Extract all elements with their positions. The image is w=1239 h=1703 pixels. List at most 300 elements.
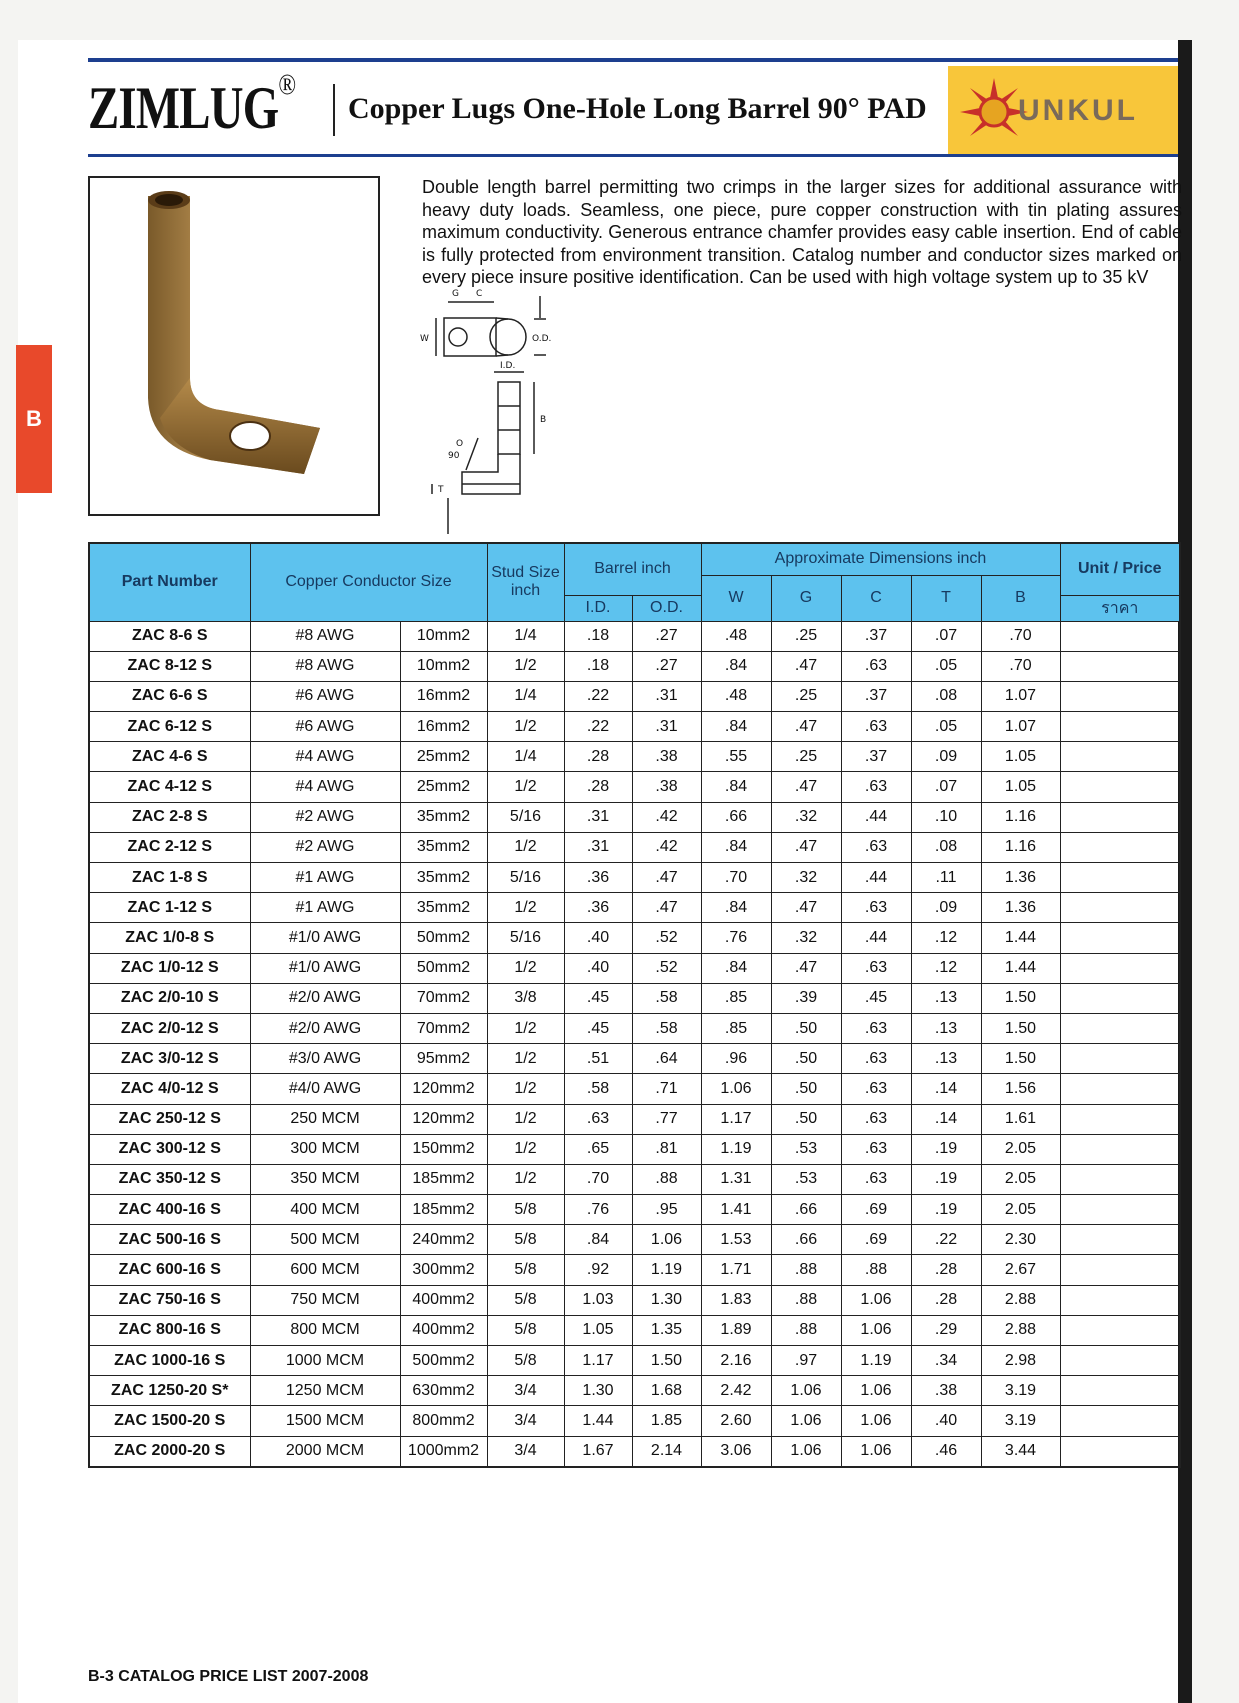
table-cell: .52 (632, 953, 701, 983)
table-cell: .50 (771, 1104, 841, 1134)
table-cell: 120mm2 (400, 1074, 487, 1104)
table-cell: 95mm2 (400, 1044, 487, 1074)
table-cell: .88 (771, 1285, 841, 1315)
table-cell: #3/0 AWG (250, 1044, 400, 1074)
table-cell: .96 (701, 1044, 771, 1074)
table-cell: .44 (841, 802, 911, 832)
table-cell: .45 (564, 983, 632, 1013)
table-cell: 1000 MCM (250, 1346, 400, 1376)
table-cell: 1.44 (564, 1406, 632, 1436)
table-cell (1060, 621, 1180, 651)
table-cell (1060, 1436, 1180, 1467)
table-cell: 50mm2 (400, 923, 487, 953)
table-cell: 3/4 (487, 1436, 564, 1467)
table-cell: .31 (632, 681, 701, 711)
table-cell: .07 (911, 772, 981, 802)
part-number-cell: ZAC 1/0-8 S (89, 923, 250, 953)
table-cell (1060, 1074, 1180, 1104)
table-row (89, 1164, 1180, 1194)
table-cell: .65 (564, 1134, 632, 1164)
table-cell: .45 (564, 1013, 632, 1043)
table-row (89, 1285, 1180, 1315)
table-cell: 1.30 (632, 1285, 701, 1315)
header-conductor: Copper Conductor Size (250, 543, 487, 621)
table-cell: 25mm2 (400, 742, 487, 772)
table-cell: .69 (841, 1225, 911, 1255)
part-number-cell: ZAC 1-8 S (89, 863, 250, 893)
table-cell (1060, 802, 1180, 832)
table-cell: .92 (564, 1255, 632, 1285)
table-cell: 1.89 (701, 1315, 771, 1345)
table-cell: 1.06 (841, 1376, 911, 1406)
header-dimensions: Approximate Dimensions inch (701, 543, 1060, 575)
table-cell: .63 (841, 1074, 911, 1104)
table-cell: .63 (841, 1134, 911, 1164)
table-cell: .84 (701, 772, 771, 802)
table-cell: 1.50 (981, 1044, 1060, 1074)
table-cell (1060, 742, 1180, 772)
table-cell: .66 (771, 1195, 841, 1225)
part-number-cell: ZAC 2-8 S (89, 802, 250, 832)
part-number-cell: ZAC 8-12 S (89, 651, 250, 681)
table-row (89, 1376, 1180, 1406)
header-barrel: Barrel inch (564, 543, 701, 595)
table-cell: .51 (564, 1044, 632, 1074)
header-id: I.D. (564, 595, 632, 621)
table-cell: 5/16 (487, 923, 564, 953)
table-cell: .11 (911, 863, 981, 893)
table-cell: .69 (841, 1195, 911, 1225)
label-od: O.D. (532, 334, 552, 344)
table-cell: 1.35 (632, 1315, 701, 1345)
part-number-cell: ZAC 300-12 S (89, 1134, 250, 1164)
table-cell: 1.68 (632, 1376, 701, 1406)
table-cell: 1/4 (487, 681, 564, 711)
table-cell: .40 (564, 953, 632, 983)
header-g: G (771, 575, 841, 621)
table-cell: .50 (771, 1074, 841, 1104)
table-cell: 300 MCM (250, 1134, 400, 1164)
section-tab: B (16, 345, 52, 493)
page-footer: B-3 CATALOG PRICE LIST 2007-2008 (88, 1668, 369, 1685)
table-cell: .70 (981, 651, 1060, 681)
table-cell: .97 (771, 1346, 841, 1376)
table-cell: #1 AWG (250, 863, 400, 893)
header-price-thai: ราคา (1060, 595, 1180, 621)
table-cell: 1.03 (564, 1285, 632, 1315)
table-cell: .08 (911, 681, 981, 711)
table-cell: .84 (564, 1225, 632, 1255)
table-cell: 1.06 (841, 1406, 911, 1436)
part-number-cell: ZAC 350-12 S (89, 1164, 250, 1194)
table-cell: 1.06 (771, 1436, 841, 1467)
table-cell: .27 (632, 621, 701, 651)
table-cell: 630mm2 (400, 1376, 487, 1406)
table-cell: 1.50 (981, 1013, 1060, 1043)
table-cell (1060, 1195, 1180, 1225)
part-number-cell: ZAC 2/0-12 S (89, 1013, 250, 1043)
part-number-cell: ZAC 1000-16 S (89, 1346, 250, 1376)
part-number-cell: ZAC 250-12 S (89, 1104, 250, 1134)
part-number-cell: ZAC 1500-20 S (89, 1406, 250, 1436)
table-cell: .19 (911, 1134, 981, 1164)
table-row (89, 621, 1180, 651)
table-row (89, 1013, 1180, 1043)
table-cell: .85 (701, 1013, 771, 1043)
table-cell: 2.05 (981, 1164, 1060, 1194)
table-cell: .58 (632, 1013, 701, 1043)
table-cell: 10mm2 (400, 621, 487, 651)
table-cell: 1.50 (632, 1346, 701, 1376)
table-cell: .66 (771, 1225, 841, 1255)
label-id: I.D. (500, 361, 516, 371)
table-cell: .63 (841, 1013, 911, 1043)
table-cell: 240mm2 (400, 1225, 487, 1255)
table-cell (1060, 712, 1180, 742)
part-number-cell: ZAC 2/0-10 S (89, 983, 250, 1013)
table-cell: .42 (632, 802, 701, 832)
brand-logo: ZIMLUG® (88, 68, 296, 141)
table-cell: .05 (911, 651, 981, 681)
table-cell: .22 (564, 681, 632, 711)
table-cell: 35mm2 (400, 863, 487, 893)
table-cell: .34 (911, 1346, 981, 1376)
table-cell: 500mm2 (400, 1346, 487, 1376)
table-row (89, 893, 1180, 923)
table-cell: .13 (911, 983, 981, 1013)
table-cell: 2.30 (981, 1225, 1060, 1255)
table-cell: 2.88 (981, 1285, 1060, 1315)
table-cell (1060, 1134, 1180, 1164)
table-cell: #1/0 AWG (250, 923, 400, 953)
table-cell: 150mm2 (400, 1134, 487, 1164)
table-cell: 3/4 (487, 1376, 564, 1406)
table-cell: .18 (564, 651, 632, 681)
table-cell: .47 (632, 863, 701, 893)
table-cell: .42 (632, 832, 701, 862)
table-cell: .18 (564, 621, 632, 651)
table-cell: 1/2 (487, 651, 564, 681)
table-cell: .88 (632, 1164, 701, 1194)
table-cell: .12 (911, 923, 981, 953)
table-cell: 2.14 (632, 1436, 701, 1467)
table-cell: 600 MCM (250, 1255, 400, 1285)
page-title: Copper Lugs One-Hole Long Barrel 90° PAD (348, 92, 927, 125)
table-cell: 1/4 (487, 621, 564, 651)
table-cell: #6 AWG (250, 712, 400, 742)
part-number-cell: ZAC 6-6 S (89, 681, 250, 711)
table-cell: 1/2 (487, 1044, 564, 1074)
table-cell (1060, 923, 1180, 953)
table-cell: 16mm2 (400, 681, 487, 711)
part-number-cell: ZAC 2000-20 S (89, 1436, 250, 1467)
table-cell: .70 (701, 863, 771, 893)
table-cell: .46 (911, 1436, 981, 1467)
table-cell (1060, 1376, 1180, 1406)
table-cell: .63 (841, 712, 911, 742)
table-cell: .47 (771, 832, 841, 862)
table-cell: 350 MCM (250, 1164, 400, 1194)
part-number-cell: ZAC 500-16 S (89, 1225, 250, 1255)
table-cell: #2/0 AWG (250, 1013, 400, 1043)
table-cell: .53 (771, 1164, 841, 1194)
table-cell: 2.60 (701, 1406, 771, 1436)
dimension-diagram (412, 288, 592, 534)
table-cell: .71 (632, 1074, 701, 1104)
header-divider (333, 84, 335, 136)
table-cell: 3.19 (981, 1406, 1060, 1436)
table-cell: 1.36 (981, 863, 1060, 893)
part-number-cell: ZAC 1-12 S (89, 893, 250, 923)
spec-table-body (89, 621, 1180, 1467)
table-cell: 5/8 (487, 1285, 564, 1315)
table-cell: .76 (564, 1195, 632, 1225)
table-cell: 3/4 (487, 1406, 564, 1436)
table-cell: .84 (701, 953, 771, 983)
table-cell: 2.05 (981, 1195, 1060, 1225)
label-w: W (420, 334, 429, 344)
table-cell: 5/16 (487, 863, 564, 893)
table-cell: 1/2 (487, 953, 564, 983)
product-photo (88, 176, 380, 516)
part-number-cell: ZAC 4-6 S (89, 742, 250, 772)
table-cell: 1.67 (564, 1436, 632, 1467)
table-cell: 35mm2 (400, 832, 487, 862)
table-cell: 2000 MCM (250, 1436, 400, 1467)
table-cell: 3.06 (701, 1436, 771, 1467)
table-cell: 1/2 (487, 772, 564, 802)
table-cell: .88 (771, 1255, 841, 1285)
table-cell: .47 (771, 893, 841, 923)
table-row (89, 712, 1180, 742)
table-cell: .32 (771, 863, 841, 893)
part-number-cell: ZAC 600-16 S (89, 1255, 250, 1285)
table-cell (1060, 651, 1180, 681)
table-cell: .48 (701, 681, 771, 711)
table-cell (1060, 1164, 1180, 1194)
table-cell: 25mm2 (400, 772, 487, 802)
label-t: T (438, 485, 444, 495)
table-cell: .05 (911, 712, 981, 742)
table-cell: 35mm2 (400, 893, 487, 923)
table-row (89, 983, 1180, 1013)
table-cell: .28 (564, 742, 632, 772)
table-cell: .28 (911, 1285, 981, 1315)
header-b: B (981, 575, 1060, 621)
header-rule-bottom (88, 154, 1178, 157)
table-cell: .88 (841, 1255, 911, 1285)
table-cell: 2.05 (981, 1134, 1060, 1164)
table-cell: .19 (911, 1195, 981, 1225)
table-cell: 3.44 (981, 1436, 1060, 1467)
table-cell: .38 (911, 1376, 981, 1406)
part-number-cell: ZAC 1250-20 S* (89, 1376, 250, 1406)
table-cell: 5/16 (487, 802, 564, 832)
table-cell: .38 (632, 742, 701, 772)
table-cell: 1.17 (564, 1346, 632, 1376)
table-cell: 1/2 (487, 712, 564, 742)
table-cell: 800 MCM (250, 1315, 400, 1345)
table-cell: .95 (632, 1195, 701, 1225)
table-cell: .29 (911, 1315, 981, 1345)
table-cell: 1.06 (841, 1285, 911, 1315)
table-cell (1060, 1406, 1180, 1436)
table-cell: 1.56 (981, 1074, 1060, 1104)
table-cell (1060, 681, 1180, 711)
table-cell: #1 AWG (250, 893, 400, 923)
table-cell: .84 (701, 651, 771, 681)
part-number-cell: ZAC 3/0-12 S (89, 1044, 250, 1074)
table-cell: .40 (564, 923, 632, 953)
table-cell: 400 MCM (250, 1195, 400, 1225)
label-g: G (452, 289, 459, 299)
table-cell (1060, 1225, 1180, 1255)
table-cell: 1.16 (981, 832, 1060, 862)
table-cell: .14 (911, 1074, 981, 1104)
table-row (89, 1255, 1180, 1285)
table-cell: 50mm2 (400, 953, 487, 983)
table-cell: 35mm2 (400, 802, 487, 832)
table-row (89, 1104, 1180, 1134)
table-cell (1060, 1315, 1180, 1345)
table-cell: .58 (564, 1074, 632, 1104)
table-cell: #2 AWG (250, 802, 400, 832)
table-cell: 250 MCM (250, 1104, 400, 1134)
table-cell: 2.16 (701, 1346, 771, 1376)
table-cell: #2/0 AWG (250, 983, 400, 1013)
table-cell (1060, 1013, 1180, 1043)
table-row (89, 832, 1180, 862)
table-cell: .28 (564, 772, 632, 802)
table-row (89, 1225, 1180, 1255)
label-c: C (476, 289, 483, 299)
table-cell: .63 (841, 651, 911, 681)
label-b: B (540, 415, 547, 425)
table-cell: .37 (841, 742, 911, 772)
table-cell: .70 (564, 1164, 632, 1194)
table-cell: 70mm2 (400, 983, 487, 1013)
table-row (89, 1406, 1180, 1436)
table-cell: 1.53 (701, 1225, 771, 1255)
table-cell: .84 (701, 712, 771, 742)
table-cell: .19 (911, 1164, 981, 1194)
header-part-number: Part Number (89, 543, 250, 621)
table-cell: 5/8 (487, 1346, 564, 1376)
table-cell: 1.44 (981, 923, 1060, 953)
table-row (89, 1074, 1180, 1104)
table-cell: 1.36 (981, 893, 1060, 923)
table-cell: .08 (911, 832, 981, 862)
table-cell: 2.98 (981, 1346, 1060, 1376)
table-cell: .63 (841, 893, 911, 923)
table-cell: .63 (841, 1044, 911, 1074)
table-cell: #1/0 AWG (250, 953, 400, 983)
table-row (89, 742, 1180, 772)
table-cell: 3/8 (487, 983, 564, 1013)
part-number-cell: ZAC 400-16 S (89, 1195, 250, 1225)
part-number-cell: ZAC 8-6 S (89, 621, 250, 651)
table-cell: .40 (911, 1406, 981, 1436)
table-cell: .53 (771, 1134, 841, 1164)
table-row (89, 772, 1180, 802)
table-cell: #8 AWG (250, 651, 400, 681)
table-cell: 1.06 (771, 1406, 841, 1436)
header-t: T (911, 575, 981, 621)
table-cell (1060, 863, 1180, 893)
table-cell: 2.67 (981, 1255, 1060, 1285)
table-cell: .22 (911, 1225, 981, 1255)
table-cell (1060, 1104, 1180, 1134)
table-cell: 1500 MCM (250, 1406, 400, 1436)
table-cell: 1.19 (632, 1255, 701, 1285)
table-cell: 185mm2 (400, 1195, 487, 1225)
table-cell: 1/2 (487, 1074, 564, 1104)
table-cell: .63 (841, 953, 911, 983)
table-cell: .09 (911, 742, 981, 772)
table-cell: .84 (701, 832, 771, 862)
table-cell: 800mm2 (400, 1406, 487, 1436)
table-cell: .55 (701, 742, 771, 772)
table-cell: 1.06 (632, 1225, 701, 1255)
table-cell: .47 (632, 893, 701, 923)
table-cell: .76 (701, 923, 771, 953)
table-cell: 1.07 (981, 681, 1060, 711)
table-cell: 1/2 (487, 832, 564, 862)
logo-text: UNKUL (1018, 94, 1138, 127)
table-cell (1060, 772, 1180, 802)
table-cell: .25 (771, 742, 841, 772)
table-cell: 1.05 (981, 772, 1060, 802)
table-cell: 1.07 (981, 712, 1060, 742)
label-angle: 90 (448, 451, 460, 461)
table-cell: .47 (771, 953, 841, 983)
table-cell: .50 (771, 1044, 841, 1074)
table-cell: .22 (564, 712, 632, 742)
table-cell (1060, 983, 1180, 1013)
table-cell: 300mm2 (400, 1255, 487, 1285)
table-cell: .36 (564, 863, 632, 893)
table-cell: 1.06 (701, 1074, 771, 1104)
table-row (89, 1134, 1180, 1164)
table-cell: 1/4 (487, 742, 564, 772)
table-cell: .10 (911, 802, 981, 832)
table-cell: .44 (841, 863, 911, 893)
table-cell: 1.06 (771, 1376, 841, 1406)
table-cell: 400mm2 (400, 1315, 487, 1345)
table-cell: .13 (911, 1044, 981, 1074)
table-cell: 1250 MCM (250, 1376, 400, 1406)
table-cell: .45 (841, 983, 911, 1013)
table-cell: 185mm2 (400, 1164, 487, 1194)
table-cell: 1000mm2 (400, 1436, 487, 1467)
header-price: Unit / Price (1060, 543, 1180, 595)
table-row (89, 802, 1180, 832)
table-cell: 3.19 (981, 1376, 1060, 1406)
table-cell: .47 (771, 651, 841, 681)
table-cell: 1.06 (841, 1436, 911, 1467)
table-cell: 1/2 (487, 1013, 564, 1043)
table-cell: .88 (771, 1315, 841, 1345)
table-cell: 2.42 (701, 1376, 771, 1406)
table-cell: .64 (632, 1044, 701, 1074)
table-cell: 16mm2 (400, 712, 487, 742)
table-row (89, 953, 1180, 983)
table-cell (1060, 1346, 1180, 1376)
table-cell: .25 (771, 681, 841, 711)
table-cell: 500 MCM (250, 1225, 400, 1255)
header-c: C (841, 575, 911, 621)
table-cell: 1.85 (632, 1406, 701, 1436)
